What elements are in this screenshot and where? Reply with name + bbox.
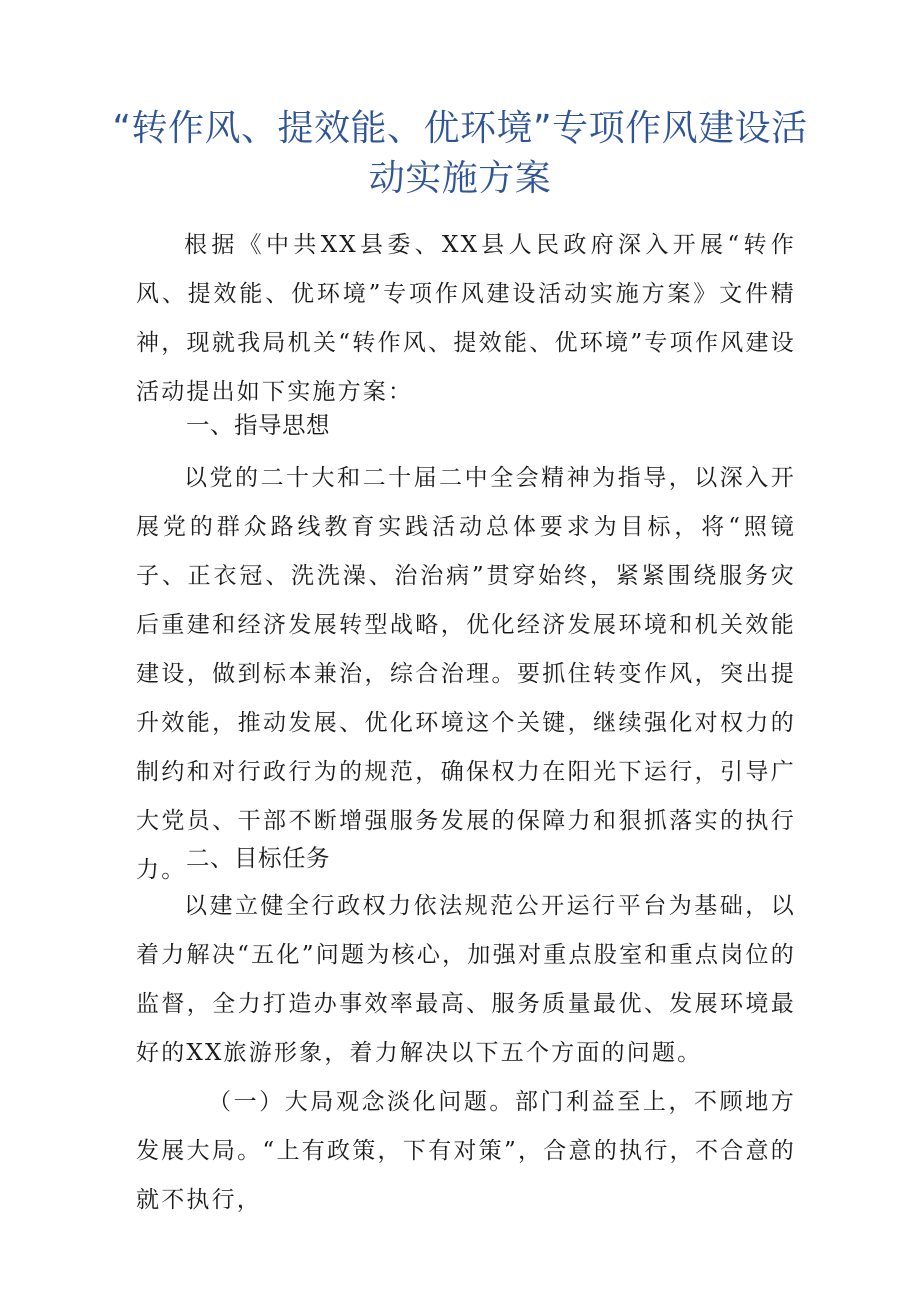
section-heading-guiding-ideology: 一、指导思想 [186, 411, 330, 439]
intro-paragraph: 根据《中共XX县委、XX县人民政府深入开展“转作风、提效能、优环境”专项作风建设活动实施方案》文件精神，现就我局机关“转作风、提效能、优环境”专项作风建设活动提出如下实施方案： [136, 232, 796, 405]
guiding-ideology-paragraph: 以党的二十大和二十届二中全会精神为指导，以深入开展党的群众路线教育实践活动总体要求为目标，将“照镜子、正衣冠、洗洗澡、治治病”贯穿始终，紧紧围绕服务灾后重建和经济发展转型战略，优化经济发展环境和机关效能建设，做到标本兼治，综合治理。要抓住转变作风，突出提升效能，推动发展、优化环境这个关键，继续强化对权力的制约和对行政行为的规范，确保权力在阳光下运行，引导广大党员、干部不断增强服务发展的保障力和狠抓落实的执行力。 [136, 465, 796, 883]
document-title: “转作风、提效能、优环境”专项作风建设活动实施方案 [112, 108, 808, 199]
section-heading-objectives: 二、目标任务 [186, 844, 330, 872]
objectives-paragraph: 以建立健全行政权力依法规范公开运行平台为基础，以着力解决“五化”问题为核心，加强对重点股室和重点岗位的监督，全力打造办事效率最高、服务质量最优、发展环境最好的XX旅游形象，着力解决以下五个方面的问题。 [136, 893, 796, 1066]
problem-item-1-paragraph: （一）大局观念淡化问题。部门利益至上，不顾地方发展大局。“上有政策，下有对策”，合意的执行，不合意的就不执行， [136, 1089, 796, 1213]
